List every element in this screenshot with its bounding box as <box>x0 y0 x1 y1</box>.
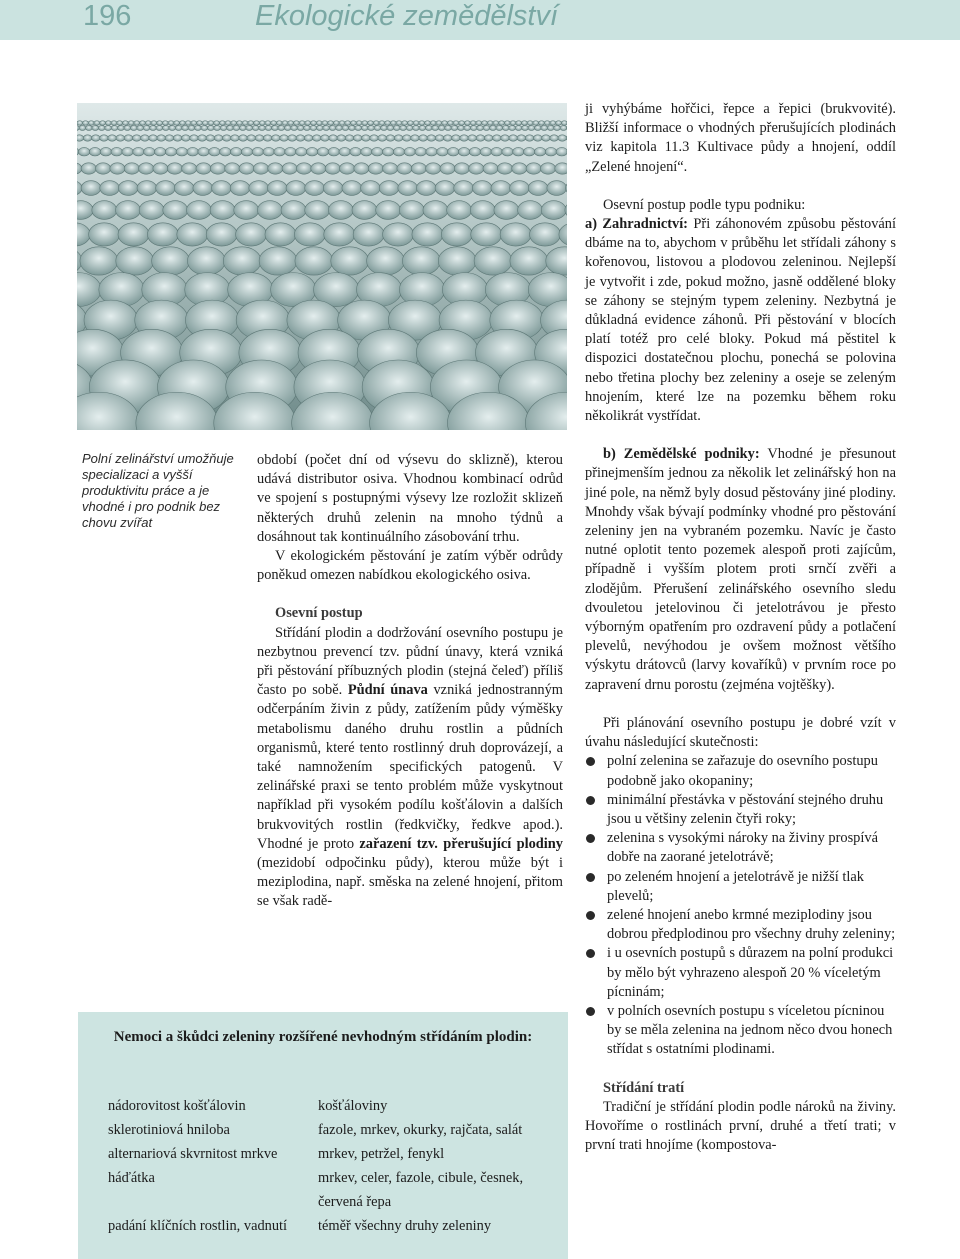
crops-cell: mrkev, celer, fazole, cibule, česnek, červená řepa <box>318 1170 524 1210</box>
diseases-info-box <box>78 1012 568 1259</box>
disease-cell: nádorovitost košťálovin <box>108 1098 246 1114</box>
table-row <box>108 1214 560 1238</box>
table-row <box>108 1094 560 1118</box>
paragraph: období (počet dní od výsevu do sklizně), kterou udává distributor osiva. Vhodnou kombinací odrůd ve spojení s postupnými výsevy lze rozložit sklizeň některých druhů zelenin na mnoho týdnů a dosáhnout tak kontinuálního zásobování trhu. <box>257 452 563 545</box>
disease-cell: sklerotiniová hniloba <box>108 1122 230 1138</box>
bullet-icon <box>586 1007 595 1016</box>
box-title: Nemoci a škůdci zeleniny rozšířené nevhodným střídáním plodin: <box>113 1029 533 1045</box>
diseases-table <box>108 1094 560 1238</box>
disease-cell: alternariová skvrnitost mrkve <box>108 1146 278 1162</box>
crops-cell: mrkev, petržel, fenykl <box>318 1146 445 1162</box>
bullet-list <box>585 752 896 1059</box>
list-item: polní zelenina se zařazuje do osevního postupu podobně jako okopaniny; <box>585 752 896 790</box>
section-heading: Střídání tratí <box>603 1079 685 1096</box>
list-item: minimální přestávka v pěstování stejného druhu jsou u většiny zelenin čtyři roky; <box>585 791 896 829</box>
list-item: zelenina s vysokými nároky na živiny prospívá dobře na zaorané jetelotrávě; <box>585 829 896 867</box>
term-bold: Půdní únava <box>347 682 428 699</box>
paragraph: ji vyhýbáme hořčici, řepce a řepici (brukvovité). Bližší informace o vhodných přerušujících plodinách viz kapitola 11.3 Kultivace půdy a hnojení, oddíl „Zelené hnojení“. <box>585 101 896 175</box>
photo-caption: Polní zelinářství umožňuje specializaci a vyšší produktivitu práce a je vhodné i pro podnik bez chovu zvířat <box>82 451 234 530</box>
disease-cell: háďátka <box>108 1170 155 1186</box>
crops-cell: fazole, mrkev, okurky, rajčata, salát <box>318 1122 523 1138</box>
paragraph: V ekologickém pěstování je zatím výběr odrůdy poněkud omezen nabídkou ekologického osiva. <box>257 548 563 584</box>
right-column <box>585 100 896 1155</box>
bullet-icon <box>586 796 595 805</box>
paragraph: Střídání plodin a dodržování osevního postupu je nezbytnou prevencí tzv. půdní únavy, která vzniká při pěstování příbuzných plodin (stejná čeleď) příliš často po sobě. Půdní únava vzniká jednostranným odčerpáním živin z půdy, zatížením půdy výměšky metabolismu daného druhu rostlin a půdních organismů, které tento rostlinný druh doprovázejí, a také namnožením specifických patogenů. V zelinářské praxi se tento problém může vyskytnout například při vysokém podílu košťálovin a dalších brukvovitých rostlin (ředkvičky, ředkve apod.). Vhodné je proto zařazení tzv. přerušující plodiny (mezidobí odpočinku půdy), kterou může být i meziplodina, např. směska na zelené hnojení, přitom se však radě- <box>257 624 563 910</box>
paragraph: Při plánování osevního postupu je dobré vzít v úvahu následující skutečnosti: <box>585 714 896 751</box>
page-header <box>0 0 960 40</box>
table-row <box>108 1118 560 1142</box>
bullet-icon <box>586 911 595 920</box>
running-title: Ekologické zemědělství <box>255 0 559 32</box>
disease-cell: padání klíčních rostlin, vadnutí <box>108 1218 288 1234</box>
list-item: zelené hnojení anebo krmné meziplodiny jsou dobrou předplodinou pro všechny druhy zeleniny; <box>585 906 896 944</box>
crops-cell: téměř všechny druhy zeleniny <box>318 1218 492 1234</box>
bullet-icon <box>586 834 595 843</box>
term-bold: a) Zahradnictví: <box>585 216 688 233</box>
section-heading: Osevní postup <box>275 605 363 622</box>
crops-cell: košťáloviny <box>318 1098 388 1114</box>
paragraph: a) Zahradnictví: Při záhonovém způsobu pěstování dbáme na to, abychom v průběhu let střídali záhony s kořenovou, listovou a plodovou zeleninou. Nejlepší je vytvořit i zde, pokud možno, jasně oddělené bloky se záhony se stejným typem zeleniny. Nezbytná je důkladná evidence záhonů. Při pěstování v blocích platí totéž pro celé bloky. Pokud má pěstitel k dispozici dostatečnou plochu, ponechá se polovina nebo třetina plochy bez zeleniny a oseje se zeleným hnojením, které lze na pozemku během roku několikrát vystřídat. <box>585 216 896 425</box>
term-bold: zařazení tzv. přerušující plodiny <box>359 835 563 852</box>
page-number: 196 <box>83 0 132 32</box>
paragraph: b) Zemědělské podniky: Vhodné je přesunout přinejmenším jednou za několik let zelinářský hon na jiné pole, na němž byly dosud pěstovány jiné plodiny. Mnohdy však bývají podmínky vhodné pro pěstování zeleniny jen na vybraném pozemku. Navíc je často nutné oplotit tento pozemek alespoň proti zajícům, případně i vyšším plotem proti srnčí zvěři a zlodějům. Přerušení zelinářského osevního sledu dvouletou jetelovinou či jetelotrávou je přesto výborným opatřením pro ozdravení půdy a potlačení plevelů, nevýhodou je ovšem možnost většího výskytu drátovců (larvy kovaříků) v prvním roce po zapravení drnu porostu (zejména vojtěšky). <box>585 446 897 693</box>
left-column <box>257 451 563 912</box>
bullet-icon <box>586 949 595 958</box>
bullet-icon <box>586 757 595 766</box>
paragraph: Tradiční je střídání plodin podle nároků na živiny. Hovoříme o rostlinách první, druhé a třetí trati; v první trati hnojíme (kompostova- <box>585 1098 896 1154</box>
list-item: v polních osevních postupu s víceletou pícninou by se měla zelenina na jednom něco dvou honech střídat s ostatními plodinami. <box>585 1002 896 1060</box>
table-row <box>108 1142 560 1166</box>
term-bold: b) Zemědělské podniky: <box>603 446 760 463</box>
paragraph: Osevní postup podle typu podniku: <box>603 196 806 213</box>
list-item: i u osevních postupů s důrazem na polní produkci by mělo být vyhrazeno alespoň 20 % víceletým pícninám; <box>585 944 896 1002</box>
bullet-icon <box>586 873 595 882</box>
lettuce-field-photo <box>77 103 567 430</box>
list-item: po zeleném hnojení a jetelotrávě je nižší tlak plevelů; <box>585 868 896 906</box>
table-row <box>108 1166 560 1214</box>
